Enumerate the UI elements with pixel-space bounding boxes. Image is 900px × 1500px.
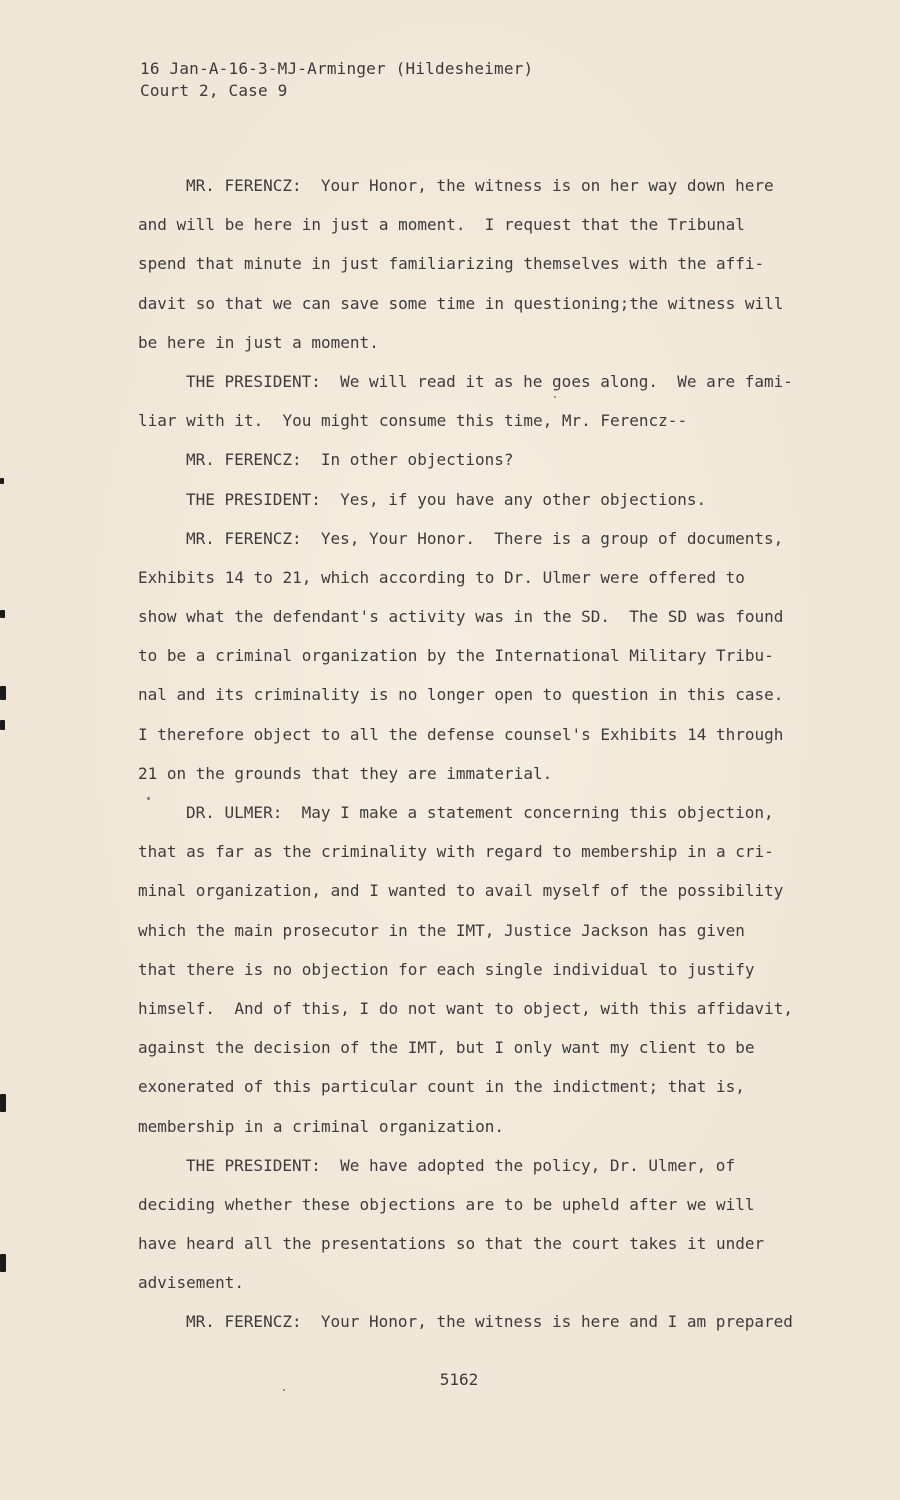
transcript-line: THE PRESIDENT: We will read it as he goes along. We are fami- [186, 371, 793, 391]
transcript-line: 21 on the grounds that they are immaterial. [138, 763, 553, 783]
transcript-line: membership in a criminal organization. [138, 1116, 505, 1136]
page-number: 5162 [439, 1370, 479, 1389]
transcript-line: MR. FERENCZ: Your Honor, the witness is here and I am prepared [186, 1312, 793, 1332]
transcript-line: davit so that we can save some time in questioning;the witness will [138, 293, 784, 313]
binding-mark [0, 478, 4, 484]
transcript-line: minal organization, and I wanted to avail myself of the possibility [138, 881, 784, 901]
binding-mark [0, 1094, 6, 1112]
transcript-line: MR. FERENCZ: Your Honor, the witness is on her way down here [186, 176, 774, 195]
transcript-line: have heard all the presentations so that the court takes it under [138, 1234, 765, 1254]
transcript-line: exonerated of this particular count in the indictment; that is, [138, 1077, 745, 1097]
transcript-line: that there is no objection for each single individual to justify [138, 959, 755, 979]
transcript-body [138, 171, 798, 1347]
transcript-line: to be a criminal organization by the International Military Tribu- [138, 646, 774, 666]
transcript-line: THE PRESIDENT: We have adopted the policy, Dr. Ulmer, of [186, 1155, 736, 1175]
transcript-line: MR. FERENCZ: In other objections? [186, 450, 514, 470]
binding-mark [0, 1254, 6, 1272]
transcript-line: himself. And of this, I do not want to object, with this affidavit, [138, 998, 794, 1018]
document-header [140, 58, 533, 102]
transcript-line: which the main prosecutor in the IMT, Justice Jackson has given [138, 920, 745, 940]
transcript-line: that as far as the criminality with regard to membership in a cri- [138, 842, 774, 862]
transcript-line: Exhibits 14 to 21, which according to Dr. Ulmer were offered to [138, 567, 745, 587]
transcript-line: MR. FERENCZ: Yes, Your Honor. There is a group of documents, [186, 528, 784, 548]
transcript-line: spend that minute in just familiarizing themselves with the affi- [138, 254, 765, 274]
header-line-court: Court 2, Case 9 [140, 81, 288, 100]
transcript-line: I therefore object to all the defense counsel's Exhibits 14 through [138, 724, 784, 744]
transcript-line: show what the defendant's activity was in the SD. The SD was found [138, 607, 784, 627]
transcript-line: be here in just a moment. [138, 332, 379, 352]
header-line-case-reference: 16 Jan-A-16-3-MJ-Arminger (Hildesheimer) [140, 59, 534, 78]
binding-mark [0, 610, 5, 618]
transcript-line: liar with it. You might consume this time, Mr. Ferencz-- [138, 411, 688, 431]
binding-mark [0, 720, 5, 730]
transcript-line: and will be here in just a moment. I request that the Tribunal [138, 215, 745, 235]
paper-speck [283, 1389, 285, 1391]
transcript-line: DR. ULMER: May I make a statement concerning this objection, [186, 803, 774, 822]
transcript-line: nal and its criminality is no longer open to question in this case. [138, 685, 784, 705]
binding-mark [0, 686, 6, 700]
transcript-line: deciding whether these objections are to be upheld after we will [138, 1194, 755, 1214]
transcript-line: advisement. [138, 1273, 244, 1293]
transcript-line: against the decision of the IMT, but I only want my client to be [138, 1038, 755, 1058]
transcript-line: THE PRESIDENT: Yes, if you have any other objections. [186, 489, 707, 509]
